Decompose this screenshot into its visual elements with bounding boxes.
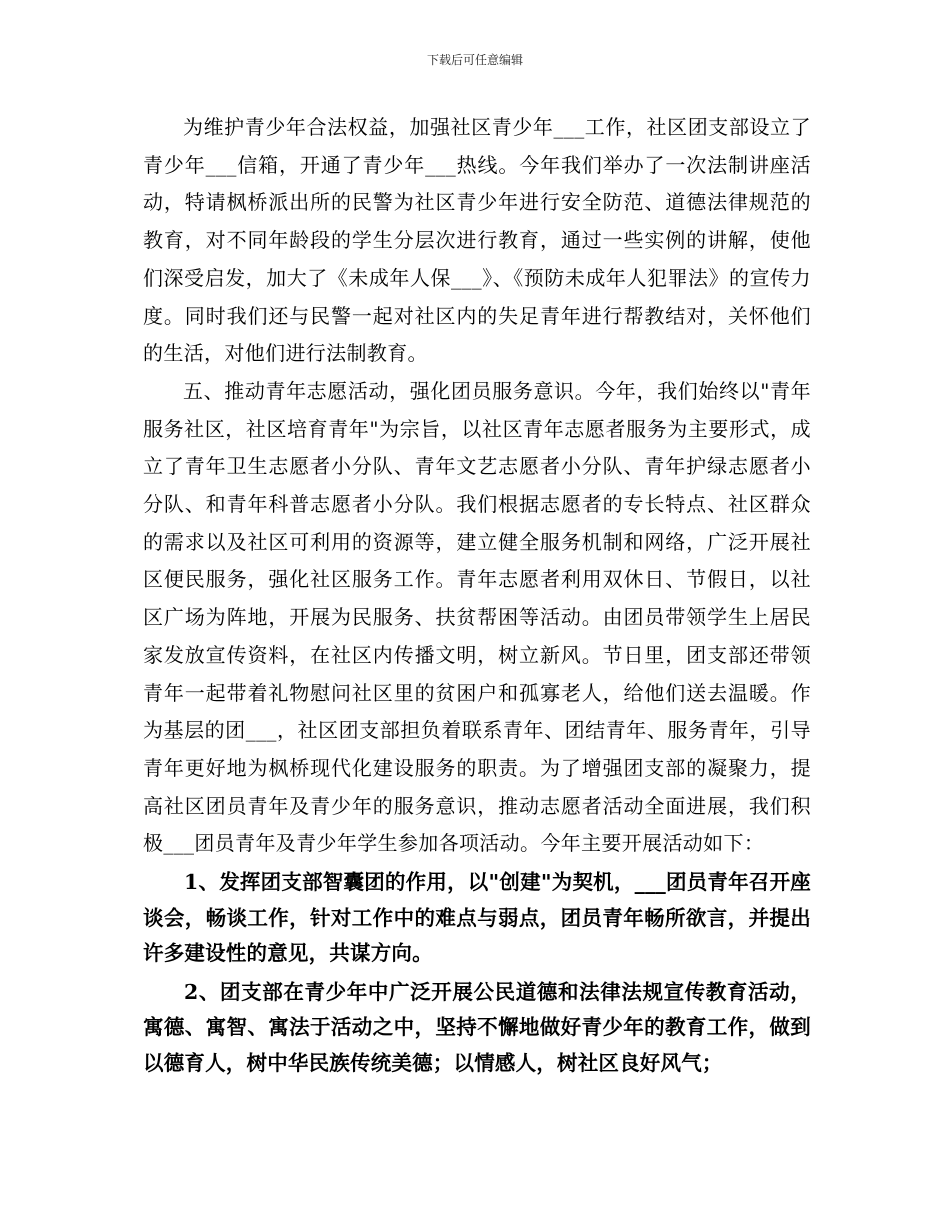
document-body <box>143 109 811 1081</box>
paragraph-youth-rights: 为维护青少年合法权益，加强社区青少年___工作，社区团支部设立了青少年___信箱，开通了青少年___热线。今年我们举办了一次法制讲座活动，特请枫桥派出所的民警为社区青少年进行安全防范、道德法律规范的教育，对不同年龄段的学生分层次进行教育，通过一些实例的讲解，使他们深受启发，加大了《未成年人保___》、《预防未成年人犯罪法》的宣传力度。同时我们还与民警一起对社区内的失足青年进行帮教结对，关怀他们的生活，对他们进行法制教育。 <box>143 115 811 366</box>
paragraph-item-2: 2、团支部在青少年中广泛开展公民道德和法律法规宣传教育活动，寓德、寓智、寓法于活动之中，坚持不懈地做好青少年的教育工作，做到以德育人，树中华民族传统美德；以情感人，树社区良好风气； <box>143 979 811 1075</box>
page-header: 下载后可任意编辑 <box>426 53 523 67</box>
paragraph-volunteer-activities: 五、推动青年志愿活动，强化团员服务意识。今年，我们始终以"青年服务社区，社区培育青年"为宗旨，以社区青年志愿者服务为主要形式，成立了青年卫生志愿者小分队、青年文艺志愿者小分队、青年护绿志愿者小分队、和青年科普志愿者小分队。我们根据志愿者的专长特点、社区群众的需求以及社区可利用的资源等，建立健全服务机制和网络，广泛开展社区便民服务，强化社区服务工作。青年志愿者利用双休日、节假日，以社区广场为阵地，开展为民服务、扶贫帮困等活动。由团员带领学生上居民家发放宣传资料，在社区内传播文明，树立新风。节日里，团支部还带领青年一起带着礼物慰问社区里的贫困户和孤寡老人，给他们送去温暖。作为基层的团___，社区团支部担负着联系青年、团结青年、服务青年，引导青年更好地为枫桥现代化建设服务的职责。为了增强团支部的凝聚力，提高社区团员青年及青少年的服务意识，推动志愿者活动全面进展，我们积极___团员青年及青少年学生参加各项活动。今年主要开展活动如下： <box>143 378 811 856</box>
paragraph-item-1: 1、发挥团支部智囊团的作用，以"创建"为契机，___团员青年召开座谈会，畅谈工作，针对工作中的难点与弱点，团员青年畅所欲言，并提出许多建设性的意见，共谋方向。 <box>143 870 811 966</box>
